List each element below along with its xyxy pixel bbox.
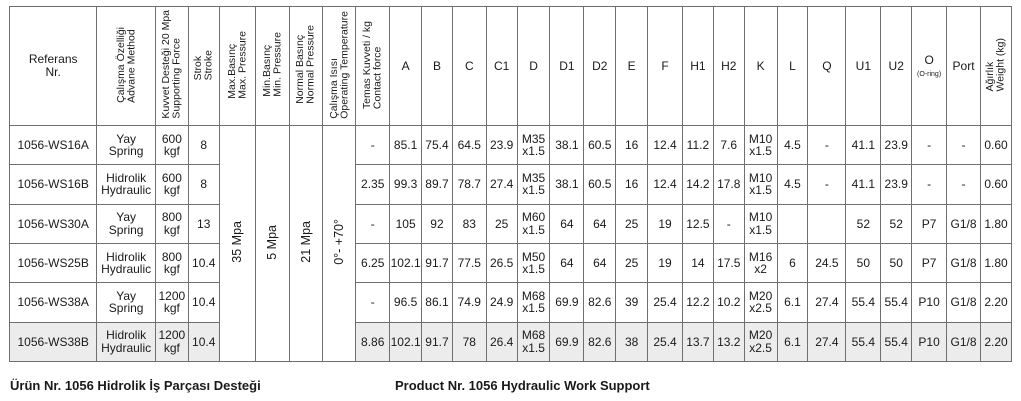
cell-f: 19 bbox=[648, 204, 683, 243]
cell-h1: 13.7 bbox=[683, 322, 714, 361]
cell-a: 102.1 bbox=[390, 322, 422, 361]
cell-method: Hidrolik Hydraulic bbox=[97, 243, 156, 282]
cell-k: M20 x2.5 bbox=[744, 322, 777, 361]
header-U2: U2 bbox=[881, 7, 912, 126]
cell-force: 600 kgf bbox=[155, 165, 188, 204]
cell-d2: 82.6 bbox=[584, 283, 616, 322]
header-weight: Ağırlık Weight (kg) bbox=[980, 7, 1011, 126]
cell-l: 6.1 bbox=[777, 283, 808, 322]
cell-stroke: 13 bbox=[188, 204, 219, 243]
table-row bbox=[10, 322, 1012, 361]
cell-method: Yay Spring bbox=[97, 126, 156, 165]
cell-d2: 64 bbox=[584, 243, 616, 282]
cell-weight: 1.80 bbox=[980, 243, 1011, 282]
header-E: E bbox=[616, 7, 648, 126]
cell-o: P7 bbox=[912, 243, 947, 282]
cell-k: M20 x2.5 bbox=[744, 283, 777, 322]
cell-c1: 26.5 bbox=[486, 243, 517, 282]
merged-min-pressure bbox=[255, 126, 289, 362]
cell-contact: - bbox=[356, 126, 390, 165]
cell-d1: 38.1 bbox=[550, 165, 584, 204]
cell-q: 27.4 bbox=[808, 322, 846, 361]
cell-l: 4.5 bbox=[777, 126, 808, 165]
cell-l bbox=[777, 204, 808, 243]
cell-l: 4.5 bbox=[777, 165, 808, 204]
cell-d: M68 x1.5 bbox=[517, 322, 550, 361]
cell-u1: 41.1 bbox=[846, 165, 881, 204]
header-force: Kuvvet Desteği 20 Mpa Supporting Force bbox=[155, 7, 188, 126]
cell-b: 89.7 bbox=[422, 165, 453, 204]
header-O-sub: (O-ring) bbox=[917, 70, 942, 78]
cell-b: 91.7 bbox=[422, 322, 453, 361]
merged-max-pressure bbox=[219, 126, 255, 362]
cell-method: Yay Spring bbox=[97, 204, 156, 243]
cell-k: M10 x1.5 bbox=[744, 204, 777, 243]
header-normal-pressure: Normal Basınç Normal Pressure bbox=[289, 7, 323, 126]
cell-d: M60 x1.5 bbox=[517, 204, 550, 243]
cell-contact: - bbox=[356, 283, 390, 322]
header-row bbox=[10, 7, 1012, 126]
cell-c: 78.7 bbox=[452, 165, 486, 204]
cell-d1: 64 bbox=[550, 204, 584, 243]
cell-c: 83 bbox=[452, 204, 486, 243]
cell-a: 96.5 bbox=[390, 283, 422, 322]
spec-table bbox=[9, 6, 1012, 362]
header-L: L bbox=[777, 7, 808, 126]
header-C1: C1 bbox=[486, 7, 517, 126]
cell-weight: 0.60 bbox=[980, 126, 1011, 165]
cell-e: 16 bbox=[616, 165, 648, 204]
cell-c1: 23.9 bbox=[486, 126, 517, 165]
cell-ref: 1056-WS30A bbox=[10, 204, 97, 243]
header-O: O (O-ring) bbox=[912, 7, 947, 126]
cell-stroke: 8 bbox=[188, 126, 219, 165]
cell-stroke: 10.4 bbox=[188, 322, 219, 361]
cell-weight: 2.20 bbox=[980, 283, 1011, 322]
cell-q: 24.5 bbox=[808, 243, 846, 282]
cell-d: M50 x1.5 bbox=[517, 243, 550, 282]
cell-h2: 7.6 bbox=[713, 126, 744, 165]
cell-d1: 69.9 bbox=[550, 283, 584, 322]
cell-method: Yay Spring bbox=[97, 283, 156, 322]
cell-force: 600 kgf bbox=[155, 126, 188, 165]
table-row bbox=[10, 165, 1012, 204]
cell-u2: 50 bbox=[881, 243, 912, 282]
cell-ref: 1056-WS25B bbox=[10, 243, 97, 282]
cell-k: M10 x1.5 bbox=[744, 165, 777, 204]
cell-b: 86.1 bbox=[422, 283, 453, 322]
cell-c: 78 bbox=[452, 322, 486, 361]
cell-c: 74.9 bbox=[452, 283, 486, 322]
cell-e: 16 bbox=[616, 126, 648, 165]
cell-d1: 64 bbox=[550, 243, 584, 282]
cell-weight: 2.20 bbox=[980, 322, 1011, 361]
cell-f: 19 bbox=[648, 243, 683, 282]
caption-turkish: Ürün Nr. 1056 Hidrolik İş Parçası Desteği bbox=[10, 378, 261, 393]
cell-l: 6.1 bbox=[777, 322, 808, 361]
header-referans: Referans Nr. bbox=[10, 7, 97, 126]
cell-force: 800 kgf bbox=[155, 204, 188, 243]
cell-ref: 1056-WS16A bbox=[10, 126, 97, 165]
cell-f: 25.4 bbox=[648, 283, 683, 322]
cell-c1: 26.4 bbox=[486, 322, 517, 361]
cell-h1: 12.5 bbox=[683, 204, 714, 243]
header-C: C bbox=[452, 7, 486, 126]
cell-method: Hidrolik Hydraulic bbox=[97, 322, 156, 361]
cell-port: G1/8 bbox=[947, 283, 981, 322]
cell-q: 27.4 bbox=[808, 283, 846, 322]
cell-port: - bbox=[947, 165, 981, 204]
merged-normal-pressure bbox=[289, 126, 323, 362]
header-port: Port bbox=[947, 7, 981, 126]
cell-o: - bbox=[912, 165, 947, 204]
cell-d2: 82.6 bbox=[584, 322, 616, 361]
merged-operating-temp-value: 0°- +70° bbox=[332, 219, 347, 266]
cell-h1: 14 bbox=[683, 243, 714, 282]
cell-q bbox=[808, 204, 846, 243]
cell-contact: 6.25 bbox=[356, 243, 390, 282]
cell-u1: 55.4 bbox=[846, 283, 881, 322]
cell-a: 105 bbox=[390, 204, 422, 243]
cell-u2: 52 bbox=[881, 204, 912, 243]
cell-d1: 38.1 bbox=[550, 126, 584, 165]
cell-e: 39 bbox=[616, 283, 648, 322]
header-H2: H2 bbox=[713, 7, 744, 126]
merged-max-pressure-value: 35 Mpa bbox=[229, 221, 244, 264]
header-F: F bbox=[648, 7, 683, 126]
cell-d: M68 x1.5 bbox=[517, 283, 550, 322]
cell-h2: 17.8 bbox=[713, 165, 744, 204]
cell-b: 91.7 bbox=[422, 243, 453, 282]
header-D1: D1 bbox=[550, 7, 584, 126]
header-min-pressure: Min.Basınç Min. Pressure bbox=[255, 7, 289, 126]
cell-q: - bbox=[808, 126, 846, 165]
header-D: D bbox=[517, 7, 550, 126]
cell-d: M35 x1.5 bbox=[517, 165, 550, 204]
cell-stroke: 8 bbox=[188, 165, 219, 204]
cell-ref: 1056-WS38B bbox=[10, 322, 97, 361]
cell-l: 6 bbox=[777, 243, 808, 282]
cell-f: 25.4 bbox=[648, 322, 683, 361]
cell-stroke: 10.4 bbox=[188, 243, 219, 282]
cell-contact: 8.86 bbox=[356, 322, 390, 361]
cell-b: 75.4 bbox=[422, 126, 453, 165]
cell-a: 102.1 bbox=[390, 243, 422, 282]
cell-b: 92 bbox=[422, 204, 453, 243]
cell-u2: 55.4 bbox=[881, 322, 912, 361]
cell-h2: 10.2 bbox=[713, 283, 744, 322]
cell-u1: 50 bbox=[846, 243, 881, 282]
cell-h2: 13.2 bbox=[713, 322, 744, 361]
cell-h1: 11.2 bbox=[683, 126, 714, 165]
cell-c1: 27.4 bbox=[486, 165, 517, 204]
table-body bbox=[10, 126, 1012, 362]
cell-d: M35 x1.5 bbox=[517, 126, 550, 165]
header-U1: U1 bbox=[846, 7, 881, 126]
cell-e: 25 bbox=[616, 243, 648, 282]
cell-o: P7 bbox=[912, 204, 947, 243]
cell-u1: 41.1 bbox=[846, 126, 881, 165]
cell-k: M16 x2 bbox=[744, 243, 777, 282]
header-K: K bbox=[744, 7, 777, 126]
table-row bbox=[10, 126, 1012, 165]
cell-u2: 23.9 bbox=[881, 126, 912, 165]
cell-h1: 12.2 bbox=[683, 283, 714, 322]
cell-d1: 69.9 bbox=[550, 322, 584, 361]
cell-port: G1/8 bbox=[947, 243, 981, 282]
cell-weight: 0.60 bbox=[980, 165, 1011, 204]
cell-e: 38 bbox=[616, 322, 648, 361]
header-stroke: Strok Stroke bbox=[188, 7, 219, 126]
cell-e: 25 bbox=[616, 204, 648, 243]
cell-o: - bbox=[912, 126, 947, 165]
header-B: B bbox=[422, 7, 453, 126]
cell-weight: 1.80 bbox=[980, 204, 1011, 243]
cell-contact: - bbox=[356, 204, 390, 243]
cell-o: P10 bbox=[912, 283, 947, 322]
cell-d2: 60.5 bbox=[584, 165, 616, 204]
cell-h2: - bbox=[713, 204, 744, 243]
merged-min-pressure-value: 5 Mpa bbox=[264, 224, 279, 260]
caption-english: Product Nr. 1056 Hydraulic Work Support bbox=[395, 378, 650, 393]
cell-a: 85.1 bbox=[390, 126, 422, 165]
cell-q: - bbox=[808, 165, 846, 204]
cell-o: P10 bbox=[912, 322, 947, 361]
header-contact-force: Temas Kuvveti / kg Contact force bbox=[356, 7, 390, 126]
cell-k: M10 x1.5 bbox=[744, 126, 777, 165]
header-H1: H1 bbox=[683, 7, 714, 126]
table-row bbox=[10, 243, 1012, 282]
cell-contact: 2.35 bbox=[356, 165, 390, 204]
header-method: Çalışma Özelliği Advane Method bbox=[97, 7, 156, 126]
cell-f: 12.4 bbox=[648, 165, 683, 204]
cell-c: 77.5 bbox=[452, 243, 486, 282]
cell-h1: 14.2 bbox=[683, 165, 714, 204]
cell-a: 99.3 bbox=[390, 165, 422, 204]
header-A: A bbox=[390, 7, 422, 126]
cell-d2: 64 bbox=[584, 204, 616, 243]
cell-method: Hidrolik Hydraulic bbox=[97, 165, 156, 204]
cell-f: 12.4 bbox=[648, 126, 683, 165]
header-operating-temp: Çalışma Isısı Operating Temperature bbox=[323, 7, 356, 126]
cell-port: - bbox=[947, 126, 981, 165]
header-max-pressure: Max.Basınç Max. Pressure bbox=[219, 7, 255, 126]
header-D2: D2 bbox=[584, 7, 616, 126]
cell-force: 800 kgf bbox=[155, 243, 188, 282]
cell-port: G1/8 bbox=[947, 322, 981, 361]
cell-d2: 60.5 bbox=[584, 126, 616, 165]
cell-stroke: 10.4 bbox=[188, 283, 219, 322]
table-row bbox=[10, 283, 1012, 322]
cell-u2: 23.9 bbox=[881, 165, 912, 204]
cell-c: 64.5 bbox=[452, 126, 486, 165]
cell-force: 1200 kgf bbox=[155, 283, 188, 322]
merged-operating-temp bbox=[323, 126, 356, 362]
cell-c1: 24.9 bbox=[486, 283, 517, 322]
table-row bbox=[10, 204, 1012, 243]
cell-force: 1200 kgf bbox=[155, 322, 188, 361]
cell-u1: 52 bbox=[846, 204, 881, 243]
cell-h2: 17.5 bbox=[713, 243, 744, 282]
cell-u2: 55.4 bbox=[881, 283, 912, 322]
cell-ref: 1056-WS16B bbox=[10, 165, 97, 204]
merged-normal-pressure-value: 21 Mpa bbox=[298, 221, 313, 264]
cell-u1: 55.4 bbox=[846, 322, 881, 361]
header-Q: Q bbox=[808, 7, 846, 126]
cell-port: G1/8 bbox=[947, 204, 981, 243]
cell-ref: 1056-WS38A bbox=[10, 283, 97, 322]
cell-c1: 25 bbox=[486, 204, 517, 243]
